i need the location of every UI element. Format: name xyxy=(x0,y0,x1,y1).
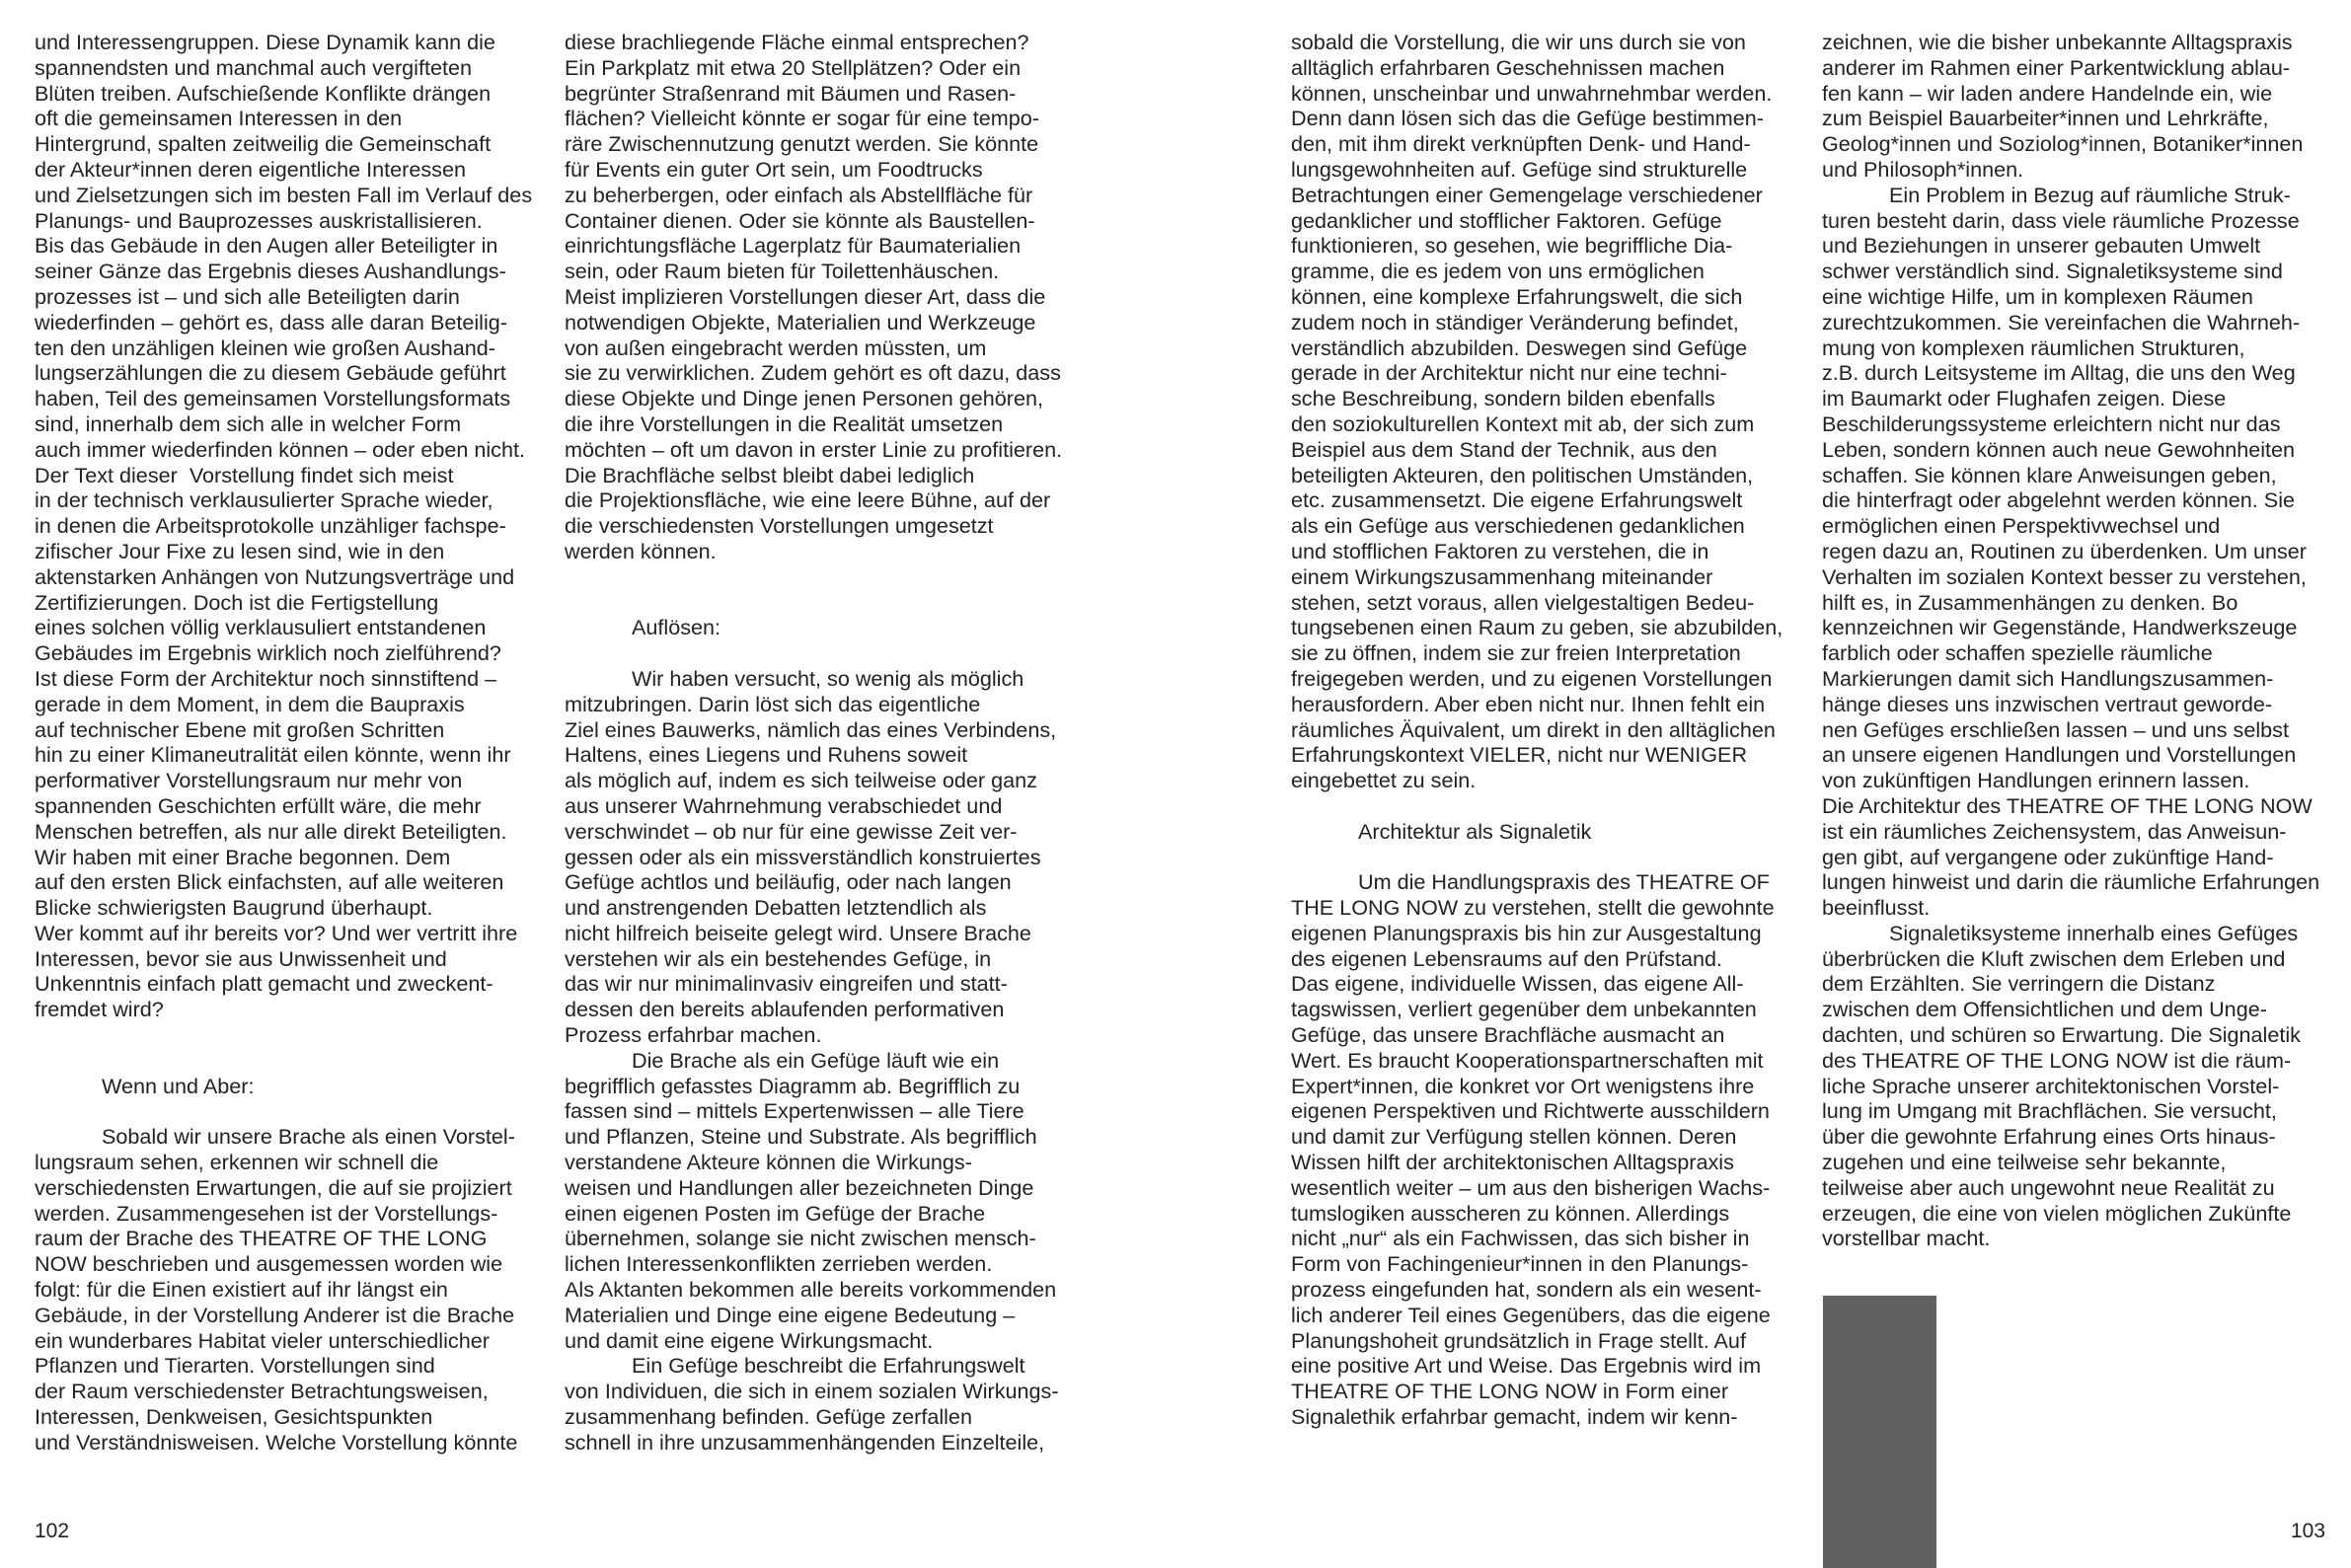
text-line: aus unserer Wahrnehmung verabschiedet und xyxy=(565,792,1003,818)
text-line: Materialien und Dinge eine eigene Bedeutung – xyxy=(565,1302,1016,1327)
section-heading: Auflösen: xyxy=(632,615,721,640)
text-line: herausfordern. Aber eben nicht nur. Ihnen fehlt ein xyxy=(1291,691,1766,716)
text-line: und Beziehungen in unserer gebauten Umwelt xyxy=(1822,233,2261,259)
text-line: ist ein räumliches Zeichensystem, das Anweisun- xyxy=(1822,818,2287,844)
text-line: räumliches Äquivalent, um direkt in den alltäglichen xyxy=(1291,716,1776,742)
text-line: Die Brachfläche selbst bleibt dabei lediglich xyxy=(565,462,975,487)
text-line: mung von komplexen räumlichen Strukturen, xyxy=(1822,335,2245,360)
text-line: Form von Fachingenieur*innen in den Planungs- xyxy=(1291,1251,1749,1277)
text-line: aktenstarken Anhängen von Nutzungsverträge und xyxy=(35,563,515,589)
text-line: fremdet wird? xyxy=(35,997,164,1022)
text-line: können, unscheinbar und unwahrnehmbar werden. xyxy=(1291,80,1773,106)
text-line: und damit eine eigene Wirkungsmacht. xyxy=(565,1327,934,1353)
text-line: Ist diese Form der Architektur noch sinnstiftend – xyxy=(35,665,497,691)
text-line: eines solchen völlig verklausuliert entstandenen xyxy=(35,615,487,640)
paragraph-spacer xyxy=(565,640,1072,666)
text-line: der Akteur*innen deren eigentliche Interessen xyxy=(35,156,466,182)
text-line: Um die Handlungspraxis des THEATRE OF xyxy=(1358,869,1770,895)
text-line: tagswissen, verliert gegenüber dem unbekannten xyxy=(1291,997,1757,1022)
text-line: eingebettet zu sein. xyxy=(1291,768,1477,793)
text-line: Haltens, eines Liegens und Ruhens soweit xyxy=(565,742,968,768)
text-line: Blicke schwierigsten Baugrund überhaupt. xyxy=(35,895,433,921)
text-line: Leben, sondern können auch neue Gewohnheiten xyxy=(1822,436,2296,462)
text-line: Markierungen damit sich Handlungszusammen- xyxy=(1822,665,2274,691)
text-line: schwer verständlich sind. Signaletiksysteme sind xyxy=(1822,259,2283,284)
text-line: in der technisch verklausulierter Sprache wieder, xyxy=(35,487,493,513)
text-line: zugehen und eine teilweise sehr bekannte, xyxy=(1822,1150,2227,1175)
text-line: THE LONG NOW zu verstehen, stellt die gewohnte xyxy=(1291,895,1775,921)
text-line: etc. zusammensetzt. Die eigene Erfahrungswelt xyxy=(1291,487,1743,513)
text-line: performativer Vorstellungsraum nur mehr von xyxy=(35,768,463,793)
text-line: zurechtzukommen. Sie vereinfachen die Wahrneh- xyxy=(1822,309,2301,335)
text-line: Pflanzen und Tierarten. Vorstellungen sind xyxy=(35,1353,435,1379)
text-line: sein, oder Raum bieten für Toilettenhäuschen. xyxy=(565,259,1000,284)
text-line: und Philosoph*innen. xyxy=(1822,156,2024,182)
right-page-column-2 xyxy=(1822,30,2329,1251)
text-line: nen Gefüges erschließen lassen – und uns selbst xyxy=(1822,716,2289,742)
text-line: Beispiel aus dem Stand der Technik, aus den xyxy=(1291,436,1717,462)
text-line: sie zu verwirklichen. Zudem gehört es oft dazu, dass xyxy=(565,360,1061,386)
text-line: Signaletiksysteme innerhalb eines Gefüges xyxy=(1889,920,2299,945)
left-page-column-1 xyxy=(35,30,542,1456)
text-line: verstehen wir als ein bestehendes Gefüge, in xyxy=(565,945,992,971)
text-line: dachten, und schüren so Erwartung. Die Signaletik xyxy=(1822,1022,2301,1048)
text-line: lung im Umgang mit Brachflächen. Sie versucht, xyxy=(1822,1098,2277,1124)
text-line: zum Beispiel Bauarbeiter*innen und Lehrkräfte, xyxy=(1822,106,2269,131)
text-line: beeinflusst. xyxy=(1822,895,1931,921)
text-line: eine wichtige Hilfe, um in komplexen Räumen xyxy=(1822,283,2253,309)
text-line: das wir nur minimalinvasiv eingreifen und statt- xyxy=(565,971,1008,997)
text-line: schnell in ihre unzusammenhängenden Einzelteile, xyxy=(565,1429,1045,1455)
text-line: zifischer Jour Fixe zu lesen sind, wie in den xyxy=(35,538,445,563)
text-line: alltäglich erfahrbaren Geschehnissen machen xyxy=(1291,54,1725,80)
text-line: dem Erzählten. Sie verringern die Distanz xyxy=(1822,971,2216,997)
text-line: fassen sind – mittels Expertenwissen – alle Tiere xyxy=(565,1098,1024,1124)
text-line: und Interessengruppen. Diese Dynamik kann die xyxy=(35,30,495,54)
text-line: lichen Interessenkonflikten zerrieben werden. xyxy=(565,1251,993,1277)
text-line: und stofflichen Faktoren zu verstehen, die in xyxy=(1291,538,1709,563)
text-line: Ein Gefüge beschreibt die Erfahrungswelt xyxy=(632,1353,1025,1379)
text-line: auch immer wiederfinden können – oder eben nicht. xyxy=(35,436,525,462)
text-line: Als Aktanten bekommen alle bereits vorkommenden xyxy=(565,1277,1057,1303)
text-line: Prozess erfahrbar machen. xyxy=(565,1022,822,1048)
text-line: eine positive Art und Weise. Das Ergebnis wird im xyxy=(1291,1353,1762,1379)
right-page-column-1 xyxy=(1291,30,1798,1430)
text-line: zu beherbergen, oder einfach als Abstellfläche für xyxy=(565,182,1033,207)
text-line: Blüten treiben. Aufschießende Konflikte drängen xyxy=(35,80,492,106)
text-line: des THEATRE OF THE LONG NOW ist die räum- xyxy=(1822,1047,2292,1073)
text-line: Geolog*innen und Soziolog*innen, Botaniker*innen xyxy=(1822,131,2304,157)
text-line: spannendsten und manchmal auch vergifteten xyxy=(35,54,472,80)
text-line: Gebäude, in der Vorstellung Anderer ist die Brache xyxy=(35,1302,515,1327)
text-line: sobald die Vorstellung, die wir uns durch sie von xyxy=(1291,30,1746,54)
text-line: fen kann – wir laden andere Handelnde ein, wie xyxy=(1822,80,2273,106)
text-line: lungserzählungen die zu diesem Gebäude geführt xyxy=(35,360,506,386)
text-line: lungsraum sehen, erkennen wir schnell die xyxy=(35,1150,439,1175)
text-line: gerade in der Architektur nicht nur eine techni- xyxy=(1291,360,1727,386)
text-line: liche Sprache unserer architektonischen Vorstel- xyxy=(1822,1073,2280,1098)
text-line: in denen die Arbeitsprotokolle unzähliger fachspe- xyxy=(35,513,506,539)
paragraph-spacer xyxy=(1291,845,1798,870)
text-line: werden können. xyxy=(565,538,717,563)
text-line: gramme, die es jedem von uns ermöglichen xyxy=(1291,259,1705,284)
text-line: Denn dann lösen sich das die Gefüge bestimmen- xyxy=(1291,106,1764,131)
text-line: für Events ein guter Ort sein, um Foodtrucks xyxy=(565,156,983,182)
text-line: prozess eingefunden hat, sondern als ein wesent- xyxy=(1291,1277,1762,1303)
text-line: freigegeben werden, und zu eigenen Vorstellungen xyxy=(1291,665,1773,691)
text-line: farblich oder schaffen spezielle räumliche xyxy=(1822,640,2213,666)
text-line: Betrachtungen einer Gemengelage verschiedener xyxy=(1291,182,1763,207)
text-line: raum der Brache des THEATRE OF THE LONG xyxy=(35,1226,488,1251)
text-line: NOW beschrieben und ausgemessen worden wie xyxy=(35,1251,503,1277)
text-line: zwischen dem Offensichtlichen und dem Unge- xyxy=(1822,997,2267,1022)
text-line: Planungs- und Bauprozesses auskristallisieren. xyxy=(35,207,483,233)
text-line: über die gewohnte Erfahrung eines Orts hinaus- xyxy=(1822,1124,2276,1150)
text-line: Wir haben versucht, so wenig als möglich xyxy=(632,665,1024,691)
text-line: werden. Zusammengesehen ist der Vorstellungs- xyxy=(35,1200,498,1226)
text-line: nicht „nur“ als ein Fachwissen, das sich bisher in xyxy=(1291,1226,1750,1251)
text-line: räre Zwischennutzung genutzt werden. Sie könnte xyxy=(565,131,1039,157)
text-line: oft die gemeinsamen Interessen in den xyxy=(35,106,403,131)
text-line: anderer im Rahmen einer Parkentwicklung ablau- xyxy=(1822,54,2291,80)
text-line: wiederfinden – gehört es, dass alle daran Beteilig- xyxy=(35,309,507,335)
text-line: und Pflanzen, Steine und Substrate. Als begrifflich xyxy=(565,1124,1037,1150)
text-line: Expert*innen, die konkret vor Ort wenigstens ihre xyxy=(1291,1073,1755,1098)
text-line: Wert. Es braucht Kooperationspartnerschaften mit xyxy=(1291,1047,1764,1073)
text-line: verschwindet – ob nur für eine gewisse Zeit ver- xyxy=(565,818,1018,844)
text-line: die verschiedensten Vorstellungen umgesetzt xyxy=(565,513,994,539)
text-line: beteiligten Akteuren, den politischen Umständen, xyxy=(1291,462,1754,487)
text-line: spannenden Geschichten erfüllt wäre, die mehr xyxy=(35,792,482,818)
text-line: Ziel eines Bauwerks, nämlich das eines Verbindens, xyxy=(565,716,1057,742)
text-line: die Projektionsfläche, wie eine leere Bühne, auf der xyxy=(565,487,1051,513)
section-heading: Wenn und Aber: xyxy=(102,1073,255,1098)
text-line: Interessen, Denkweisen, Gesichtspunkten xyxy=(35,1404,433,1430)
text-line: im Baumarkt oder Flughafen zeigen. Diese xyxy=(1822,386,2227,411)
text-line: Planungshoheit grundsätzlich in Frage stellt. Auf xyxy=(1291,1327,1746,1353)
text-line: nicht hilfreich beiseite gelegt wird. Unsere Brache xyxy=(565,920,1031,945)
text-line: sche Beschreibung, sondern bilden ebenfalls xyxy=(1291,386,1715,411)
text-line: möchten – oft um davon in erster Linie zu profitieren. xyxy=(565,436,1063,462)
right-page xyxy=(1176,0,2351,1568)
page-number-right: 103 xyxy=(2291,1520,2326,1542)
text-line: Ein Problem in Bezug auf räumliche Struk- xyxy=(1889,182,2291,207)
text-line: gen gibt, auf vergangene oder zukünftige Hand- xyxy=(1822,844,2274,869)
text-line: den, mit ihm direkt verknüpften Denk- und Hand- xyxy=(1291,131,1751,157)
text-line: seiner Gänze das Ergebnis dieses Aushandlungs- xyxy=(35,259,506,284)
text-line: sie zu öffnen, indem sie zur freien Interpretation xyxy=(1291,640,1741,666)
text-line: vorstellbar macht. xyxy=(1822,1226,1991,1251)
text-line: diese brachliegende Fläche einmal entsprechen? xyxy=(565,30,1029,54)
gray-marker-block-bottom xyxy=(1823,1296,1936,1568)
text-line: diese Objekte und Dinge jenen Personen gehören, xyxy=(565,386,1044,411)
text-line: und damit zur Verfügung stellen können. Deren xyxy=(1291,1124,1737,1150)
text-line: zusammenhang befinden. Gefüge zerfallen xyxy=(565,1404,972,1430)
text-line: einrichtungsfläche Lagerplatz für Baumaterialien xyxy=(565,233,1022,259)
text-line: kennzeichnen wir Gegenstände, Handwerkszeuge xyxy=(1822,615,2298,640)
text-line: notwendigen Objekte, Materialien und Werkzeuge xyxy=(565,309,1036,335)
text-line: wesentlich weiter – um aus den bisherigen Wachs- xyxy=(1291,1174,1771,1200)
text-line: lungsgewohnheiten auf. Gefüge sind strukturelle xyxy=(1291,156,1748,182)
text-line: gedanklicher und stofflicher Faktoren. Gefüge xyxy=(1291,207,1722,233)
paragraph-spacer xyxy=(35,1098,542,1124)
text-line: Beschilderungssysteme erleichtern nicht nur das xyxy=(1822,411,2281,436)
section-heading: Architektur als Signaletik xyxy=(1358,818,1592,844)
text-line: turen besteht darin, dass viele räumliche Prozesse xyxy=(1822,207,2300,233)
text-line: auf technischer Ebene mit großen Schritten xyxy=(35,716,445,742)
paragraph-spacer xyxy=(565,564,1072,616)
text-line: folgt: für die Einen existiert auf ihr längst ein xyxy=(35,1277,448,1303)
text-line: tungsebenen einen Raum zu geben, sie abzubilden, xyxy=(1291,615,1783,640)
text-line: lungen hinweist und darin die räumliche Erfahrungen xyxy=(1822,869,2320,895)
text-line: sind, innerhalb dem sich alle in welcher Form xyxy=(35,411,462,436)
text-line: von außen eingebracht werden müssten, um xyxy=(565,335,987,360)
text-line: überbrücken die Kluft zwischen dem Erleben und xyxy=(1822,945,2286,971)
text-line: ten den unzähligen kleinen wie großen Aushand- xyxy=(35,335,495,360)
text-line: einen eigenen Posten im Gefüge der Brache xyxy=(565,1200,986,1226)
text-line: ermöglichen einen Perspektivwechsel und xyxy=(1822,513,2221,539)
text-line: verschiedensten Erwartungen, die auf sie projiziert xyxy=(35,1174,512,1200)
text-line: des eigenen Lebensraums auf den Prüfstand. xyxy=(1291,945,1722,971)
text-line: Menschen betreffen, als nur alle direkt Beteiligten. xyxy=(35,818,507,844)
text-line: und Zielsetzungen sich im besten Fall im Verlauf des xyxy=(35,182,533,207)
paragraph-spacer xyxy=(35,1022,542,1074)
text-line: Die Brache als ein Gefüge läuft wie ein xyxy=(632,1047,1000,1073)
text-line: gerade in dem Moment, in dem die Baupraxis xyxy=(35,691,465,716)
text-line: mitzubringen. Darin löst sich das eigentliche xyxy=(565,691,981,716)
paragraph-spacer xyxy=(1291,793,1798,819)
text-line: flächen? Vielleicht könnte er sogar für eine tempo- xyxy=(565,106,1039,131)
text-line: Wer kommt auf ihr bereits vor? Und wer vertritt ihre xyxy=(35,920,518,945)
text-line: Sobald wir unsere Brache als einen Vorstel- xyxy=(102,1124,515,1150)
text-line: einem Wirkungszusammenhang miteinander xyxy=(1291,563,1713,589)
text-line: schaffen. Sie können klare Anweisungen geben, xyxy=(1822,462,2277,487)
text-line: Wissen hilft der architektonischen Alltagspraxis xyxy=(1291,1150,1734,1175)
text-line: stehen, setzt voraus, allen vielgestaltigen Bedeu- xyxy=(1291,589,1755,615)
text-line: regen dazu an, Routinen zu überdenken. Um unser xyxy=(1822,538,2307,563)
text-line: und Verständnisweisen. Welche Vorstellung könnte xyxy=(35,1429,518,1455)
text-line: funktionieren, so gesehen, wie begriffliche Dia- xyxy=(1291,233,1733,259)
text-line: zudem noch in ständiger Veränderung befindet, xyxy=(1291,309,1739,335)
text-line: den soziokulturellen Kontext mit ab, der sich zum xyxy=(1291,411,1755,436)
text-line: THEATRE OF THE LONG NOW in Form einer xyxy=(1291,1379,1729,1404)
text-line: Interessen, bevor sie aus Unwissenheit und xyxy=(35,945,447,971)
left-page-column-2 xyxy=(565,30,1072,1456)
text-line: eigenen Perspektiven und Richtwerte ausschildern xyxy=(1291,1098,1770,1124)
text-line: Der Text dieser Vorstellung findet sich meist xyxy=(35,462,454,487)
text-line: können, eine komplexe Erfahrungswelt, die sich xyxy=(1291,283,1743,309)
text-line: Gebäudes im Ergebnis wirklich noch zielführend? xyxy=(35,640,501,666)
text-line: verstandene Akteure können die Wirkungs- xyxy=(565,1150,972,1175)
text-line: Unkenntnis einfach platt gemacht und zweckent- xyxy=(35,971,493,997)
text-line: lich anderer Teil eines Gegenübers, das die eigene xyxy=(1291,1302,1771,1327)
text-line: dessen den bereits ablaufenden performativen xyxy=(565,997,1005,1022)
text-line: verständlich abzubilden. Deswegen sind Gefüge xyxy=(1291,335,1748,360)
text-line: Ein Parkplatz mit etwa 20 Stellplätzen? Oder ein xyxy=(565,54,1022,80)
text-line: erzeugen, die eine von vielen möglichen Zukünfte xyxy=(1822,1200,2292,1226)
text-line: und anstrengenden Debatten letztendlich als xyxy=(565,895,987,921)
text-line: von zukünftigen Handlungen erinnern lassen. xyxy=(1822,768,2250,793)
text-line: zeichnen, wie die bisher unbekannte Alltagspraxis xyxy=(1822,30,2293,54)
text-line: weisen und Handlungen aller bezeichneten Dinge xyxy=(565,1174,1034,1200)
text-line: begrifflich gefasstes Diagramm ab. Begrifflich zu xyxy=(565,1073,1021,1098)
text-line: ein wunderbares Habitat vieler unterschiedlicher xyxy=(35,1327,490,1353)
text-line: als möglich auf, indem es sich teilweise oder ganz xyxy=(565,768,1037,793)
page-number-left: 102 xyxy=(35,1520,70,1542)
text-line: begrünter Straßenrand mit Bäumen und Rasen- xyxy=(565,80,1017,106)
text-line: die ihre Vorstellungen in die Realität umsetzen xyxy=(565,411,1004,436)
text-line: Die Architektur des THEATRE OF THE LONG NOW xyxy=(1822,792,2313,818)
text-line: Gefüge, das unsere Brachfläche ausmacht an xyxy=(1291,1022,1725,1048)
text-line: hänge dieses uns inzwischen vertraut geworde- xyxy=(1822,691,2273,716)
text-line: haben, Teil des gemeinsamen Vorstellungsformats xyxy=(35,386,511,411)
text-line: Wir haben mit einer Brache begonnen. Dem xyxy=(35,844,451,869)
text-line: Verhalten im sozialen Kontext besser zu verstehen, xyxy=(1822,563,2307,589)
text-line: übernehmen, solange sie nicht zwischen mensch- xyxy=(565,1226,1036,1251)
text-line: Signalethik erfahrbar gemacht, indem wir kenn- xyxy=(1291,1404,1738,1430)
text-line: Zertifizierungen. Doch ist die Fertigstellung xyxy=(35,589,439,615)
text-line: die hinterfragt oder abgelehnt werden können. Sie xyxy=(1822,487,2295,513)
text-line: Hintergrund, spalten zeitweilig die Gemeinschaft xyxy=(35,131,492,157)
text-line: Container dienen. Oder sie könnte als Baustellen- xyxy=(565,207,1035,233)
text-line: eigenen Planungspraxis bis hin zur Ausgestaltung xyxy=(1291,920,1762,945)
text-line: prozesses ist – und sich alle Beteiligten darin xyxy=(35,283,460,309)
text-line: an unsere eigenen Handlungen und Vorstellungen xyxy=(1822,742,2297,768)
text-line: Erfahrungskontext VIELER, nicht nur WENIGER xyxy=(1291,742,1748,768)
text-line: auf den ersten Blick einfachsten, auf alle weiteren xyxy=(35,869,504,895)
text-line: hin zu einer Klimaneutralität eilen könnte, wenn ihr xyxy=(35,742,511,768)
text-line: teilweise aber auch ungewohnt neue Realität zu xyxy=(1822,1174,2275,1200)
text-line: Gefüge achtlos und beiläufig, oder nach langen xyxy=(565,869,1012,895)
text-line: tumslogiken ausscheren zu können. Allerdings xyxy=(1291,1200,1730,1226)
text-line: gessen oder als ein missverständlich konstruiertes xyxy=(565,844,1041,869)
text-line: hilft es, in Zusammenhängen zu denken. Bo xyxy=(1822,589,2238,615)
text-line: Das eigene, individuelle Wissen, das eigene All- xyxy=(1291,971,1744,997)
text-line: von Individuen, die sich in einem sozialen Wirkungs- xyxy=(565,1379,1059,1404)
text-line: als ein Gefüge aus verschiedenen gedanklichen xyxy=(1291,513,1745,539)
text-line: der Raum verschiedenster Betrachtungsweisen, xyxy=(35,1379,489,1404)
text-line: z.B. durch Leitsysteme im Alltag, die uns den Weg xyxy=(1822,360,2296,386)
text-line: Meist implizieren Vorstellungen dieser Art, dass die xyxy=(565,283,1046,309)
text-line: Bis das Gebäude in den Augen aller Beteiligter in xyxy=(35,233,498,259)
